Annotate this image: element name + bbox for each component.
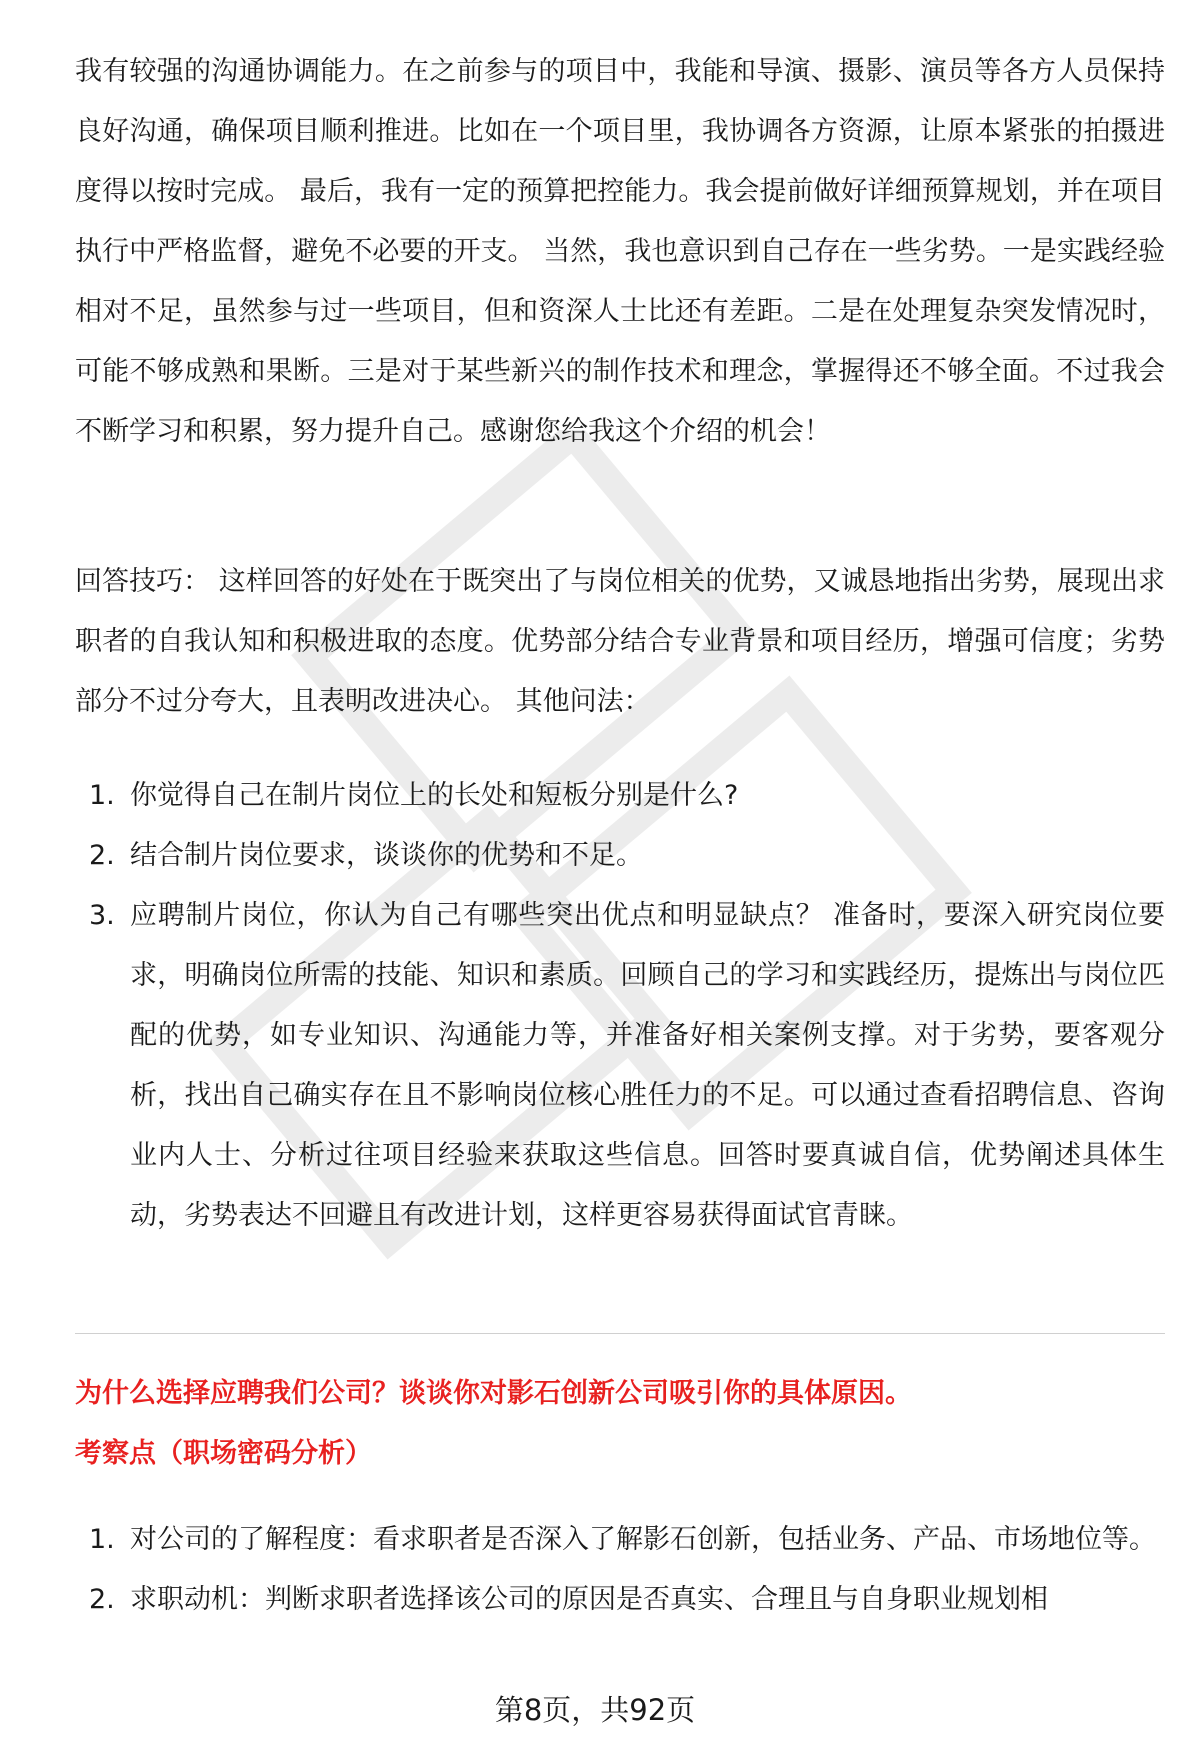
list-item-text: 结合制片岗位要求，谈谈你的优势和不足。 — [130, 840, 643, 871]
list-item — [75, 1510, 1165, 1570]
evaluation-points-list — [75, 1510, 1165, 1630]
list-item — [75, 886, 1165, 1246]
section-divider — [75, 1333, 1165, 1334]
list-item-text: 对公司的了解程度：看求职者是否深入了解影石创新，包括业务、产品、市场地位等。 — [130, 1524, 1156, 1555]
list-item-number: 1. — [89, 780, 115, 811]
list-item-text: 应聘制片岗位，你认为自己有哪些突出优点和明显缺点？ 准备时，要深入研究岗位要求，明确岗位所需的技能、知识和素质。回顾自己的学习和实践经历，提炼出与岗位匹配的优势，如专业知识、沟通能力等，并准备好相关案例支撑。对于劣势，要客观分析，找出自己确实存在且不影响岗位核心胜任力的不足。可以通过查看招聘信息、咨询业内人士、分析过往项目经验来获取这些信息。回答时要真诚自信，优势阐述具体生动，劣势表达不回避且有改进计划，这样更容易获得面试官青睐。 — [130, 900, 1165, 1231]
list-item-number: 1. — [89, 1524, 115, 1555]
list-item-number: 3. — [89, 900, 115, 931]
list-item — [75, 766, 1165, 826]
question-heading: 为什么选择应聘我们公司？谈谈你对影石创新公司吸引你的具体原因。 — [75, 1378, 912, 1409]
list-item-text: 求职动机：判断求职者选择该公司的原因是否真实、合理且与自身职业规划相 — [130, 1584, 1048, 1615]
other-questions-list — [75, 766, 1165, 1246]
list-item-number: 2. — [89, 840, 115, 871]
list-item-number: 2. — [89, 1584, 115, 1615]
section-label: 考察点（职场密码分析） — [75, 1438, 372, 1469]
page-number: 第8页，共92页 — [494, 1693, 696, 1727]
intro-paragraph: 我有较强的沟通协调能力。在之前参与的项目中，我能和导演、摄影、演员等各方人员保持良好沟通，确保项目顺利推进。比如在一个项目里，我协调各方资源，让原本紧张的拍摄进度得以按时完成。 最后，我有一定的预算把控能力。我会提前做好详细预算规划，并在项目执行中严格监督，避免不必要的开支。 当然，我也意识到自己存在一些劣势。一是实践经验相对不足，虽然参与过一些项目，但和资深人士比还有差距。二是在处理复杂突发情况时，可能不够成熟和果断。三是对于某些新兴的制作技术和理念，掌握得还不够全面。不过我会不断学习和积累，努力提升自己。感谢您给我这个介绍的机会！ — [75, 56, 1165, 447]
list-item — [75, 826, 1165, 886]
answer-tips-paragraph: 回答技巧： 这样回答的好处在于既突出了与岗位相关的优势，又诚恳地指出劣势，展现出求职者的自我认知和积极进取的态度。优势部分结合专业背景和项目经历，增强可信度；劣势部分不过分夸大，且表明改进决心。 其他问法： — [75, 566, 1165, 717]
list-item — [75, 1570, 1165, 1630]
list-item-text: 你觉得自己在制片岗位上的长处和短板分别是什么? — [130, 780, 739, 811]
